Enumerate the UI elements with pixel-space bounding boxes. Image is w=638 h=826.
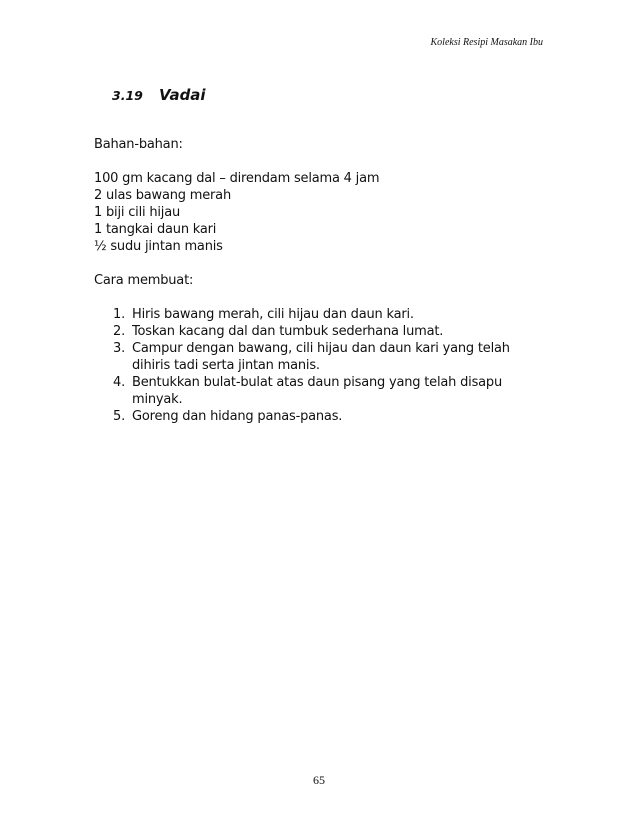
- method-step: [94, 323, 554, 340]
- step-text: Toskan kacang dal dan tumbuk sederhana lumat.: [132, 324, 444, 339]
- method-label: Cara membuat:: [94, 273, 194, 288]
- ingredient-item: 2 ulas bawang merah: [94, 188, 231, 203]
- ingredient-item: ½ sudu jintan manis: [94, 239, 223, 254]
- step-number: 4.: [113, 375, 126, 390]
- ingredient-item: 100 gm kacang dal – direndam selama 4 jam: [94, 171, 380, 186]
- method-step: [94, 374, 554, 408]
- step-number: 5.: [113, 409, 126, 424]
- method-step: [94, 306, 554, 323]
- ingredients-label: Bahan-bahan:: [94, 137, 183, 152]
- step-text: Campur dengan bawang, cili hijau dan daun kari yang telah dihiris tadi serta jintan manis.: [132, 341, 510, 373]
- section-number: 3.19: [112, 88, 143, 103]
- recipe-title: Vadai: [159, 86, 206, 104]
- step-text: Hiris bawang merah, cili hijau dan daun kari.: [132, 307, 414, 322]
- step-number: 2.: [113, 324, 126, 339]
- page-number: 65: [313, 773, 325, 787]
- step-number: 1.: [113, 307, 126, 322]
- running-header: Koleksi Resipi Masakan Ibu: [430, 37, 543, 48]
- method-steps: [94, 306, 554, 425]
- section-heading: [112, 86, 206, 108]
- step-text: Goreng dan hidang panas-panas.: [132, 409, 343, 424]
- ingredient-item: 1 biji cili hijau: [94, 205, 181, 220]
- ingredients-list: [94, 170, 554, 255]
- ingredient-item: 1 tangkai daun kari: [94, 222, 217, 237]
- step-number: 3.: [113, 341, 126, 356]
- method-step: [94, 340, 554, 374]
- recipe-body: [94, 136, 554, 425]
- method-step: [94, 408, 554, 425]
- step-text: Bentukkan bulat-bulat atas daun pisang yang telah disapu minyak.: [132, 375, 503, 407]
